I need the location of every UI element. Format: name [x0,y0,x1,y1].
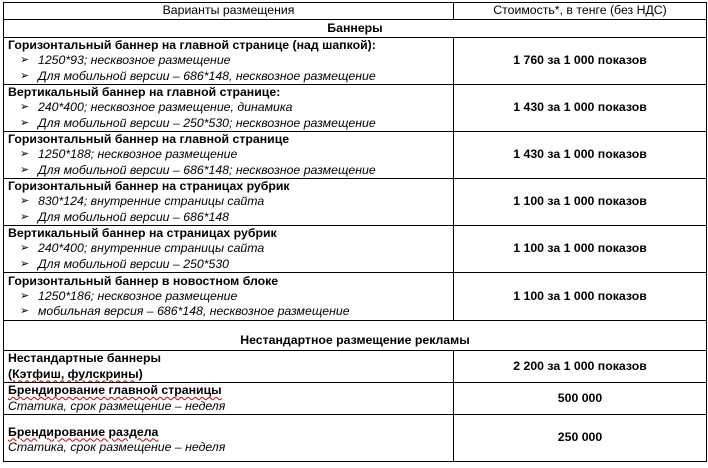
placement-detail [8,147,449,162]
arrowhead-bullet-icon: ➢ [20,210,30,223]
placement-detail [8,69,449,84]
price-cell: 250 000 [454,415,707,462]
table-row [4,226,707,273]
section-row-banners [4,20,707,38]
detail-text: Для мобильной версии – 686*148, несквозное размещение [38,68,376,83]
placement-cell [4,415,454,462]
table-row [4,132,707,179]
placement-cell [4,38,454,85]
header-cost: Стоимость*, в тенге (без НДС) [454,3,707,20]
table-row [4,351,707,383]
placement-detail [8,116,449,131]
placement-cell [4,273,454,321]
table-row [4,273,707,321]
placement-detail [8,289,449,304]
placement-note: Статика, срок размещение – неделя [8,440,226,454]
table-header-row [4,3,707,20]
placement-title: Горизонтальный баннер на страницах рубрик [8,179,290,194]
placement-detail [8,210,449,225]
arrowhead-bullet-icon: ➢ [20,257,30,270]
arrowhead-bullet-icon: ➢ [20,163,30,176]
table-row [4,383,707,415]
detail-text: 1250*188; несквозное размещение [38,147,238,162]
placement-cell [4,132,454,179]
placement-note: Статика, срок размещение – неделя [8,398,226,413]
price-cell: 500 000 [454,383,707,415]
detail-text: мобильная версия – 686*148, несквозное размещение [38,304,350,319]
detail-text: 240*400; внутренние страницы сайта [38,241,265,256]
section-title-banners: Баннеры [4,20,707,38]
placement-title: Вертикальный баннер на главной странице: [8,85,281,100]
price-cell: 1 760 за 1 000 показов [454,38,707,85]
placement-detail [8,163,449,178]
detail-text: 830*124; внутренние страницы сайта [38,194,265,209]
arrowhead-bullet-icon: ➢ [20,148,30,161]
placement-detail [8,53,449,68]
arrowhead-bullet-icon: ➢ [20,116,30,129]
pricing-table [3,2,707,462]
section-row-nonstandard [4,321,707,351]
detail-text: 1250*186; несквозное размещение [38,288,238,303]
arrowhead-bullet-icon: ➢ [20,54,30,67]
detail-text: Для мобильной версии – 250*530 [38,256,230,271]
placement-cell [4,351,454,383]
price-cell: 1 100 за 1 000 показов [454,273,707,321]
detail-text: Для мобильной версии – 686*148; несквозное размещение [38,162,376,177]
arrowhead-bullet-icon: ➢ [20,195,30,208]
arrowhead-bullet-icon: ➢ [20,242,30,255]
placement-note [8,367,449,382]
header-placement-options: Варианты размещения [4,3,454,20]
placement-cell [4,383,454,415]
placement-detail [8,194,449,209]
placement-cell [4,85,454,132]
table-row [4,179,707,226]
section-title-nonstandard: Нестандартное размещение рекламы [4,321,707,351]
placement-cell [4,226,454,273]
table-row [4,38,707,85]
table-row [4,415,707,462]
note-text: (Кэтфиш, фулскрины) [8,366,143,381]
placement-detail [8,241,449,256]
arrowhead-bullet-icon: ➢ [20,69,30,82]
placement-title: Горизонтальный баннер в новостном блоке [8,273,279,288]
detail-text: Для мобильной версии – 686*148 [38,209,230,224]
placement-title: Нестандартные баннеры [8,351,162,366]
title-text: Брендирование раздела [8,424,159,439]
placement-detail [8,257,449,272]
placement-detail [8,100,449,115]
placement-title: Горизонтальный баннер на главной странице [8,132,290,147]
placement-title [8,383,449,398]
placement-cell [4,179,454,226]
placement-detail [8,304,449,319]
arrowhead-bullet-icon: ➢ [20,289,30,302]
arrowhead-bullet-icon: ➢ [20,305,30,318]
detail-text: 240*400; несквозное размещение, динамика [38,100,293,115]
price-cell: 1 100 за 1 000 показов [454,179,707,226]
detail-text: Для мобильной версии – 250*530; несквозное размещение [38,115,376,130]
arrowhead-bullet-icon: ➢ [20,101,30,114]
price-cell: 1 430 за 1 000 показов [454,85,707,132]
placement-title: Вертикальный баннер на страницах рубрик [8,226,277,241]
price-cell: 2 200 за 1 000 показов [454,351,707,383]
price-cell: 1 430 за 1 000 показов [454,132,707,179]
title-text: Брендирование главной страницы [8,383,222,398]
detail-text: 1250*93; несквозное размещение [38,53,231,68]
price-cell: 1 100 за 1 000 показов [454,226,707,273]
placement-title: Горизонтальный баннер на главной странице (над шапкой): [8,38,376,53]
placement-title [8,425,449,440]
table-row [4,85,707,132]
